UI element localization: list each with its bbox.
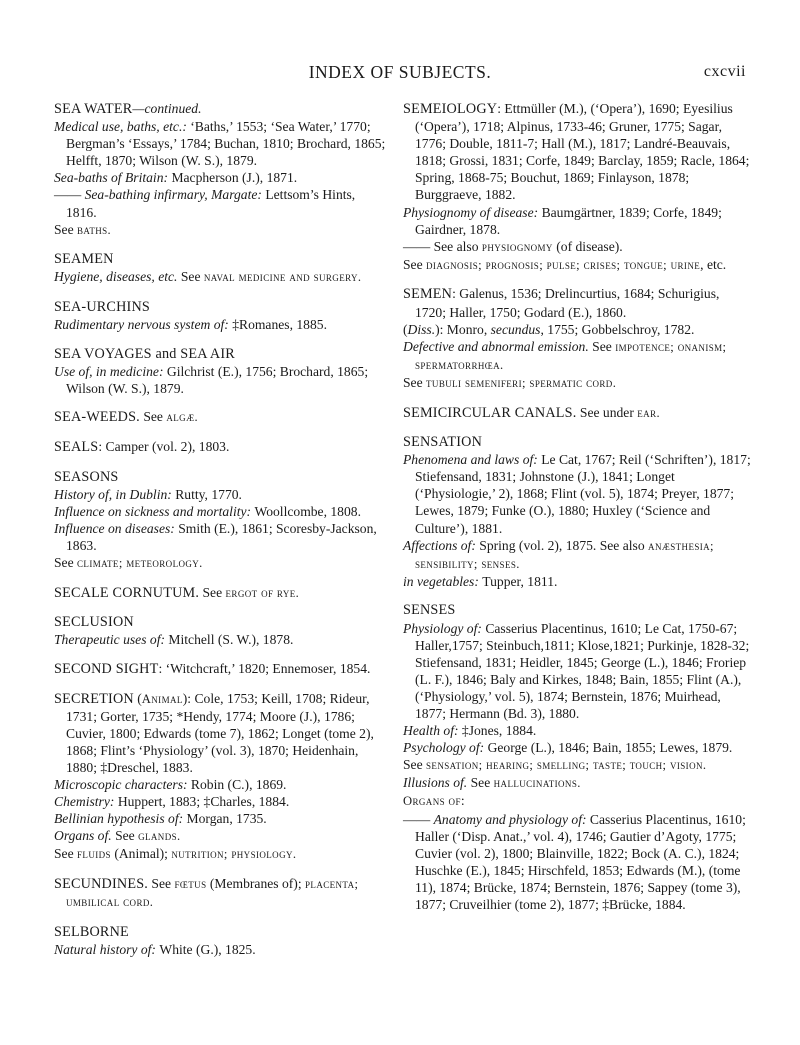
entry-subline [54, 631, 386, 648]
entry-heading: SEMEIOLOGY [403, 101, 498, 117]
entry-heading-line [54, 438, 386, 456]
entry-heading: SECOND SIGHT [54, 660, 159, 677]
citation-text: : [460, 793, 465, 809]
subheading-text: Rudimentary nervous system of: [54, 317, 233, 333]
index-entry [403, 100, 752, 274]
citation-text: See [403, 757, 427, 773]
entry-heading-line [403, 433, 752, 451]
index-entry [54, 468, 386, 573]
entry-subline [54, 793, 386, 810]
entry-heading-note: —continued. [132, 101, 202, 116]
citation-text: See [180, 269, 204, 285]
citation-text: ): Monro, [435, 321, 491, 337]
index-entry [54, 613, 386, 648]
entry-subline [403, 537, 752, 573]
entry-heading: SECLUSION [54, 614, 134, 631]
entry-subline [403, 451, 752, 536]
entry-subline [54, 845, 386, 863]
subheading-text: Physiognomy of disease: [403, 204, 542, 220]
entry-heading-line [54, 250, 386, 268]
index-entry [54, 690, 386, 864]
entry-subline [403, 256, 752, 274]
index-entry [54, 438, 386, 456]
subheading-text: Bellinian hypothesis of: [54, 811, 187, 827]
citation-text: George (L.), 1846; Bain, 1855; Lewes, 1879. [487, 740, 733, 756]
index-entry [54, 345, 386, 397]
entry-subline [403, 238, 752, 256]
subheading-text: Therapeutic uses of: [54, 632, 169, 648]
right-column [403, 100, 752, 913]
cross-reference: fœtus [174, 876, 207, 891]
entry-subline [54, 503, 386, 520]
subheading-text: Defective and abnormal emission. [403, 338, 593, 354]
entry-heading: SEA-URCHINS [54, 298, 151, 315]
index-entry [54, 923, 386, 958]
entry-heading-line [54, 875, 386, 911]
citation-text: See [199, 584, 226, 600]
citation-text: : Galenus, 1536; Drelincurtius, 1684; Schurigius, 1720; Haller, 1750; Godard (E.), 1860. [415, 286, 720, 320]
subheading-text: Influence on sickness and mortality: [54, 503, 255, 519]
index-entry [54, 660, 386, 678]
entry-subline [54, 268, 386, 286]
entry-heading: SECRETION [54, 690, 134, 707]
citation-text: (Membranes of); [206, 875, 306, 891]
entry-subline [403, 321, 752, 338]
citation-text: , etc. [700, 256, 727, 272]
citation-text: Gilchrist (E.), 1756; Brochard, 1865; Wilson (W. S.), 1879. [66, 363, 369, 396]
entry-subline [403, 374, 752, 392]
citation-text: Smith (E.), 1861; Scoresby-Jackson, 1863. [66, 520, 377, 553]
entry-heading: SEA-WEEDS. [54, 409, 140, 426]
citation-text: Robin (C.), 1869. [190, 777, 287, 792]
citation-text: See [403, 256, 427, 272]
citation-text: Woollcombe, 1808. [254, 503, 361, 519]
entry-heading-line [54, 584, 386, 602]
entry-heading: SEMICIRCULAR CANALS. [403, 404, 577, 421]
entry-subline [54, 827, 386, 845]
entry-subline [403, 722, 752, 739]
entry-heading: SECALE CORNUTUM. [54, 584, 200, 601]
subheading-text: secundus [490, 321, 541, 337]
citation-text: ‡Romanes, 1885. [232, 317, 327, 333]
entry-heading: SEASONS [54, 468, 119, 485]
citation-text: : ‘Witchcraft,’ 1820; Ennemoser, 1854. [158, 660, 371, 676]
citation-text: Mitchell (S. W.), 1878. [168, 632, 294, 648]
subheading-text: Medical use, baths, etc.: [54, 119, 191, 135]
cross-reference: impotence; onanism; spermatorrhœa. [415, 339, 727, 372]
cross-reference: baths. [77, 222, 112, 237]
subheading-text: Physiology of: [403, 620, 486, 636]
citation-text: See [115, 828, 139, 844]
subheading-text: Phenomena and laws of: [403, 452, 542, 468]
entry-heading-line [54, 660, 386, 678]
entry-heading: SENSES [403, 602, 456, 619]
subheading-text: Anatomy and physiology of: [433, 811, 590, 827]
subheading-text: Hygiene, diseases, etc. [54, 269, 181, 285]
entry-heading: SEA VOYAGES and SEA AIR [54, 345, 235, 362]
citation-text: Casserius Placentinus, 1610; Le Cat, 1750-67; Haller,1757; Steinbuch,1811; Klose,1821; Purkinje, 1828-32; Stiefensand, 1831; Heidler, 1845; George (L.), 1846; Froriep (L. F.), 1846; Baly and Kirkes, 1848; Bain, 1855; Flint (A.), (‘Physiology,’ vol. 5), 1874; Bernstein, 1876; Muirhead, 1877; Hermann (Bd. 3), 1880. [415, 620, 750, 721]
index-entry [54, 408, 386, 426]
citation-text: Casserius Placentinus, 1610; Haller (‘Disp. Anat.,’ vol. 4), 1746; Gautier d’Agoty, 1775; Cuvier (vol. 2), 1800; Blainville, 1822; Bock (A. C.), 1824; Huschke (E.), 1845; Hirschfeld, 1853; Edwards (M.), (tome 11), 1874; Brücke, 1874; Bernstein, 1876; Sappey (tome 3), 1877; Cruveilhier (tome 2), 1877; ‡Brücke, 1884. [415, 811, 746, 913]
entry-subline [54, 186, 386, 220]
index-entry [54, 584, 386, 602]
entry-subline [54, 554, 386, 572]
citation-text: See [54, 555, 78, 571]
citation-text: Morgan, 1735. [186, 811, 267, 827]
subheading-text: Chemistry: [54, 794, 118, 810]
index-entry [403, 433, 752, 590]
cross-reference: tubuli semeniferi; spermatic cord. [426, 375, 617, 390]
entry-heading-line [54, 690, 386, 776]
citation-text: See [592, 338, 616, 354]
cross-reference: ear. [637, 405, 661, 420]
citation-text: ): Cole, 1753; Keill, 1708; Rideur, 1731; Gorter, 1735; *Hendy, 1774; Moore (J.), 1786; Cuvier, 1800; Edwards (tome 7), 1862; Longet (tome 2), 1868; Flint’s ‘Physiology’ (vol. 3), 1870; Heidenhain, 1880; ‡Dreschel, 1883. [66, 690, 374, 775]
cross-reference: hallucinations. [493, 776, 581, 791]
subheading-text: Illusions of. [403, 775, 471, 791]
cross-reference: placenta; umbilical cord. [66, 876, 359, 910]
subheading-text: Sea-bathing infirmary, Margate: [84, 187, 266, 203]
citation-text: ‘Baths,’ 1553; ‘Sea Water,’ 1770; Bergman’s ‘Essays,’ 1784; Buchan, 1810; Brochard, 1865; Helfft, 1870; Wilson (W. S.), 1879. [66, 119, 386, 169]
citation-text: : Camper (vol. 2), 1803. [98, 439, 230, 454]
entry-subline [403, 811, 752, 914]
citation-text: , 1755; Gobbelschroy, 1782. [540, 321, 695, 337]
cross-reference: climate; meteorology. [77, 556, 203, 571]
citation-text: Le Cat, 1767; Reil (‘Schriften’), 1817; Stiefensand, 1831; Johnstone (J.), 1841; Longet (‘Physiologie,’ 2), 1868; Flint (vol. 5), 1874; Preyer, 1877; Lewes, 1879; Funke (O.), 1880; Huxley (‘Science and Culture’), 1881. [415, 452, 751, 536]
index-entry [54, 875, 386, 911]
citation-text: Huppert, 1883; ‡Charles, 1884. [117, 794, 290, 810]
subheading-text: Influence on diseases: [54, 520, 179, 536]
subheading-text: Natural history of: [54, 941, 160, 957]
citation-text: Lettsom’s Hints, 1816. [66, 187, 356, 220]
entry-subline [54, 520, 386, 554]
entry-subline [54, 169, 386, 186]
index-entry [54, 298, 386, 333]
cross-reference: ergot of rye. [225, 585, 300, 600]
entry-subline [403, 774, 752, 792]
cross-reference: nutrition; physiology. [171, 847, 297, 862]
cross-reference: Organs of [403, 794, 461, 809]
entry-heading-line [403, 404, 752, 422]
subheading-text: Organs of. [54, 828, 116, 844]
entry-subline [54, 810, 386, 827]
cross-reference: naval medicine and surgery. [203, 270, 362, 285]
entry-heading: SECUNDINES. [54, 875, 149, 892]
cross-reference: diagnosis; prognosis; pulse; crises; tongue; urine [426, 257, 701, 272]
entry-heading: SENSATION [403, 434, 483, 451]
entry-heading-line [54, 345, 386, 363]
index-entry [54, 250, 386, 286]
left-column [54, 100, 386, 958]
entry-heading-line [54, 408, 386, 426]
citation-text: ( [403, 321, 408, 337]
citation-text: See [403, 374, 427, 390]
cross-reference: anæsthesia; sensibility; senses. [415, 538, 714, 571]
subheading-text: Sea-baths of Britain: [54, 170, 172, 186]
citation-text: (of disease). [552, 238, 623, 254]
entry-subline [54, 363, 386, 397]
citation-text: Rutty, 1770. [175, 486, 242, 502]
citation-text: Tupper, 1811. [482, 573, 558, 589]
citation-text: See [54, 846, 78, 862]
subheading-text: in vegetables: [403, 573, 483, 589]
citation-text: —— [403, 811, 434, 827]
citation-text: (Animal); [110, 846, 172, 862]
running-title: INDEX OF SUBJECTS. [308, 62, 492, 82]
cross-reference: sensation; hearing; smelling; taste; touch; vision. [426, 758, 707, 773]
citation-text: —— See also [403, 238, 482, 254]
entry-subline [54, 316, 386, 333]
entry-heading: SEA WATER [54, 101, 133, 117]
citation-text: See [470, 775, 494, 791]
subheading-text: Diss. [407, 321, 436, 337]
citation-text: White (G.), 1825. [159, 941, 256, 957]
subheading-text: Microscopic characters: [54, 777, 191, 792]
cross-reference: Animal [141, 691, 183, 706]
citation-text: ( [133, 690, 142, 706]
entry-heading-line [403, 601, 752, 619]
citation-text: ‡Jones, 1884. [461, 723, 537, 739]
subheading-text: Psychology of: [403, 740, 488, 756]
entry-heading-line [54, 613, 386, 631]
citation-text: Baumgärtner, 1839; Corfe, 1849; Gairdner, 1878. [415, 204, 722, 237]
entry-subline [403, 573, 752, 590]
entry-heading: SEMEN [403, 286, 453, 303]
citation-text: See [54, 221, 78, 237]
entry-subline [54, 118, 386, 169]
cross-reference: physiognomy [481, 239, 553, 254]
entry-subline [54, 941, 386, 958]
entry-subline [54, 221, 386, 239]
citation-text: Macpherson (J.), 1871. [171, 170, 298, 186]
entry-subline [403, 620, 752, 723]
subheading-text: Affections of: [403, 537, 480, 553]
citation-text: See under [576, 404, 638, 420]
entry-heading-line [403, 285, 752, 320]
entry-heading: SEAMEN [54, 251, 114, 268]
entry-heading-line [54, 100, 386, 118]
index-entry [403, 404, 752, 422]
entry-subline [403, 756, 752, 774]
citation-text: See [139, 409, 167, 425]
entry-heading-line [403, 100, 752, 204]
citation-text: Spring (vol. 2), 1875. See also [479, 537, 649, 553]
entry-heading-line [54, 298, 386, 316]
citation-text: : Ettmüller (M.), (‘Opera’), 1690; Eyesilius (‘Opera’), 1718; Alpinus, 1733-46; Gruner, 1775; Sagar, 1776; Double, 1811-7; Hall (M.), 1817; Landré-Beauvais, 1818; Grossi, 1831; Corfe, 1849; Barclay, 1859; Racle, 1864; Spring, 1868-75; Bouchut, 1869; Finlayson, 1878; Burggraeve, 1882. [415, 101, 750, 203]
entry-heading-line [54, 468, 386, 486]
index-entry [54, 100, 386, 239]
entry-heading: SELBORNE [54, 923, 129, 940]
citation-text: See [148, 875, 175, 891]
entry-subline [403, 792, 752, 810]
cross-reference: algæ. [166, 410, 199, 425]
entry-subline [403, 204, 752, 238]
entry-subline [54, 486, 386, 503]
entry-subline [403, 739, 752, 756]
cross-reference: fluids [77, 847, 111, 862]
index-entry [403, 285, 752, 392]
subheading-text: Health of: [403, 723, 462, 739]
entry-subline [403, 338, 752, 374]
citation-text: —— [54, 187, 85, 203]
cross-reference: glands. [138, 829, 181, 844]
entry-heading-line [54, 923, 386, 941]
index-entry [403, 601, 752, 913]
subheading-text: Use of, in medicine: [54, 363, 167, 379]
subheading-text: History of, in Dublin: [54, 486, 176, 502]
entry-heading: SEALS [54, 439, 99, 455]
page-number: cxcvii [703, 63, 746, 80]
entry-subline [54, 776, 386, 793]
